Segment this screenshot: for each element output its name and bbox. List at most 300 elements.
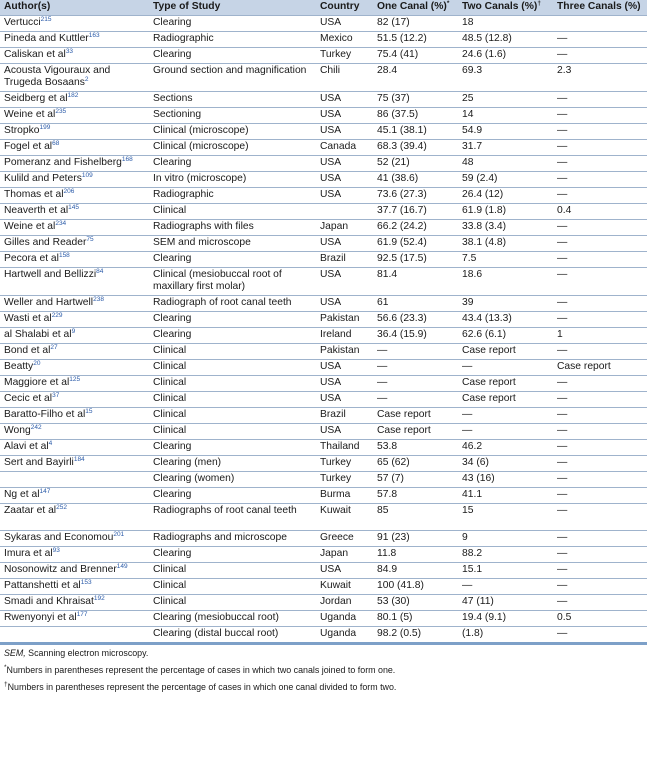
author-cell	[0, 627, 149, 643]
reference-number: 147	[39, 488, 51, 495]
three-canals-cell: 1	[553, 328, 647, 344]
one-canal-cell: 45.1 (38.1)	[373, 124, 458, 140]
two-canals-cell: Case report	[458, 344, 553, 360]
two-canals-cell: 62.6 (6.1)	[458, 328, 553, 344]
one-canal-cell: 53 (30)	[373, 595, 458, 611]
study-type-cell: Clinical	[149, 595, 316, 611]
study-type-cell: Clearing	[149, 252, 316, 268]
two-canals-header: Two Canals (%)†	[458, 0, 553, 16]
reference-number: 109	[81, 172, 93, 179]
author-cell: Maggiore et $al^{125}$	[0, 376, 149, 392]
reference-number: 75	[86, 236, 94, 243]
three-canals-cell: —	[553, 531, 647, 547]
country-cell: Turkey	[316, 456, 373, 472]
table-row	[0, 108, 647, 124]
author-cell: Hartwell and Bellizzi$^{84}$	[0, 268, 149, 296]
table-row	[0, 547, 647, 563]
table-row	[0, 92, 647, 108]
one-canal-cell: —	[373, 344, 458, 360]
country-cell: Thailand	[316, 440, 373, 456]
table-row	[0, 156, 647, 172]
country-cell: USA	[316, 424, 373, 440]
table-row	[0, 408, 647, 424]
country-cell: USA	[316, 92, 373, 108]
country-cell: Pakistan	[316, 344, 373, 360]
author-cell: Wong$^{242}$	[0, 424, 149, 440]
three-canals-cell: —	[553, 188, 647, 204]
three-canals-cell: —	[553, 579, 647, 595]
two-canals-cell: 31.7	[458, 140, 553, 156]
study-type-cell: Clearing	[149, 547, 316, 563]
one-canal-header: One Canal (%)*	[373, 0, 458, 16]
reference-number: 215	[40, 16, 52, 23]
header-row	[0, 0, 647, 16]
one-canal-cell: —	[373, 392, 458, 408]
country-cell: USA	[316, 156, 373, 172]
reference-number: 68	[52, 140, 60, 147]
author-cell: Beatty$^{20}$	[0, 360, 149, 376]
table-body	[0, 16, 647, 643]
study-type-cell: Clinical	[149, 376, 316, 392]
author-cell: Weine et $al^{235}$	[0, 108, 149, 124]
table-row	[0, 16, 647, 32]
three-canals-cell: —	[553, 92, 647, 108]
author-cell: Kulild and Peters$^{109}$	[0, 172, 149, 188]
author-cell: Cecic et $al^{37}$	[0, 392, 149, 408]
table-row	[0, 595, 647, 611]
author-cell	[0, 472, 149, 488]
reference-number: 229	[51, 312, 63, 319]
two-canals-cell: 43.4 (13.3)	[458, 312, 553, 328]
footnote-star: *Numbers in parentheses represent the percentage of cases in which two canals joined to form one.	[4, 664, 396, 675]
author-cell: Pattanshetti et $al^{153}$	[0, 579, 149, 595]
three-canals-cell: —	[553, 456, 647, 472]
reference-number: 199	[39, 124, 51, 131]
two-canals-cell: 38.1 (4.8)	[458, 236, 553, 252]
one-canal-cell: —	[373, 376, 458, 392]
author-cell: Caliskan et $al^{33}$	[0, 48, 149, 64]
table-row	[0, 188, 647, 204]
three-canals-cell: —	[553, 424, 647, 440]
study-type-cell: Clinical	[149, 204, 316, 220]
three-canals-cell: 0.4	[553, 204, 647, 220]
country-cell: Turkey	[316, 48, 373, 64]
author-cell: Weine et $al^{234}$	[0, 220, 149, 236]
study-type-cell: Radiograph of root canal teeth	[149, 296, 316, 312]
country-cell: Uganda	[316, 627, 373, 643]
one-canal-cell: 91 (23)	[373, 531, 458, 547]
author-cell: Gilles and Reader$^{75}$	[0, 236, 149, 252]
study-type-cell: Clinical	[149, 408, 316, 424]
one-canal-cell: 68.3 (39.4)	[373, 140, 458, 156]
study-type-cell: Radiographs with files	[149, 220, 316, 236]
reference-number: 15	[85, 408, 93, 415]
reference-number: 93	[52, 547, 60, 554]
two-canals-cell: (1.8)	[458, 627, 553, 643]
three-canals-cell: 0.5	[553, 611, 647, 627]
table-row	[0, 563, 647, 579]
author-cell: Weller and Hartwell$^{238}$	[0, 296, 149, 312]
reference-number: 163	[88, 32, 100, 39]
reference-number: 235	[55, 108, 67, 115]
reference-number: 206	[63, 188, 75, 195]
two-canals-cell: 24.6 (1.6)	[458, 48, 553, 64]
two-canals-cell: 46.2	[458, 440, 553, 456]
abbreviation-note: SEM, Scanning electron microscopy.	[4, 648, 149, 658]
three-canals-cell: —	[553, 220, 647, 236]
one-canal-cell: 61	[373, 296, 458, 312]
reference-number: 158	[58, 252, 70, 259]
reference-number: 125	[69, 376, 81, 383]
two-canals-cell: 18.6	[458, 268, 553, 296]
one-canal-cell: 57 (7)	[373, 472, 458, 488]
study-type-cell: Clearing	[149, 48, 316, 64]
author-cell: Ng et $al^{147}$	[0, 488, 149, 504]
author-cell: Acousta Vigouraux and Trugeda Bosaans$^2$	[0, 64, 149, 92]
table-row	[0, 252, 647, 268]
study-type-cell: Radiographs of root canal teeth	[149, 504, 316, 531]
one-canal-cell: 37.7 (16.7)	[373, 204, 458, 220]
three-canals-header: Three Canals (%)	[553, 0, 647, 16]
three-canals-cell: —	[553, 312, 647, 328]
one-canal-cell: 11.8	[373, 547, 458, 563]
study-type-cell: In vitro (microscope)	[149, 172, 316, 188]
two-canals-cell: 33.8 (3.4)	[458, 220, 553, 236]
country-header: Country	[316, 0, 373, 16]
study-type-cell: Clearing (men)	[149, 456, 316, 472]
two-canals-cell: 7.5	[458, 252, 553, 268]
study-type-cell: Clearing (women)	[149, 472, 316, 488]
reference-number: 177	[76, 611, 88, 618]
country-cell: USA	[316, 360, 373, 376]
one-canal-cell: 57.8	[373, 488, 458, 504]
study-type-cell: Radiographs and microscope	[149, 531, 316, 547]
table-row	[0, 220, 647, 236]
three-canals-cell: 2.3	[553, 64, 647, 92]
reference-number: 20	[33, 360, 41, 367]
two-canals-cell: 19.4 (9.1)	[458, 611, 553, 627]
table-row	[0, 424, 647, 440]
two-canals-cell: 25	[458, 92, 553, 108]
table-row	[0, 531, 647, 547]
country-cell: Canada	[316, 140, 373, 156]
reference-number: 33	[65, 48, 74, 55]
reference-number: 182	[67, 92, 79, 99]
three-canals-cell: —	[553, 140, 647, 156]
two-canals-cell: 61.9 (1.8)	[458, 204, 553, 220]
two-canals-cell: 48	[458, 156, 553, 172]
table-row	[0, 627, 647, 643]
study-type-cell: Clinical	[149, 579, 316, 595]
author-cell: Smadi and Khraisat$^{192}$	[0, 595, 149, 611]
one-canal-cell: —	[373, 360, 458, 376]
two-canals-cell: 15	[458, 504, 553, 531]
three-canals-cell: —	[553, 440, 647, 456]
author-cell: Zaatar et $al^{252}$	[0, 504, 149, 531]
reference-number: 234	[55, 220, 67, 227]
table-row	[0, 296, 647, 312]
two-canals-cell: Case report	[458, 392, 553, 408]
one-canal-cell: 82 (17)	[373, 16, 458, 32]
reference-number: 4	[48, 440, 53, 447]
author-cell: Bond et $al^{27}$	[0, 344, 149, 360]
two-canals-cell: Case report	[458, 376, 553, 392]
author-cell: Stropko$^{199}$	[0, 124, 149, 140]
table-row	[0, 440, 647, 456]
three-canals-cell: —	[553, 268, 647, 296]
author-cell: Fogel et $al^{68}$	[0, 140, 149, 156]
study-type-header: Type of Study	[149, 0, 316, 16]
three-canals-cell: —	[553, 236, 647, 252]
reference-number: 9	[71, 328, 76, 335]
two-canals-cell: 48.5 (12.8)	[458, 32, 553, 48]
table-footnotes	[0, 645, 647, 693]
country-cell: Turkey	[316, 472, 373, 488]
study-type-cell: Ground section and magnification	[149, 64, 316, 92]
table-row	[0, 172, 647, 188]
two-canals-cell: 88.2	[458, 547, 553, 563]
one-canal-cell: 92.5 (17.5)	[373, 252, 458, 268]
table-row	[0, 611, 647, 627]
country-cell: Japan	[316, 547, 373, 563]
author-cell: Nosonowitz and Brenner$^{149}$	[0, 563, 149, 579]
three-canals-cell: —	[553, 252, 647, 268]
two-canals-cell: 34 (6)	[458, 456, 553, 472]
table-row	[0, 32, 647, 48]
country-cell: USA	[316, 296, 373, 312]
study-type-cell: Sectioning	[149, 108, 316, 124]
table-row	[0, 48, 647, 64]
table-header	[0, 0, 647, 16]
country-cell: USA	[316, 376, 373, 392]
country-cell: USA	[316, 124, 373, 140]
three-canals-cell	[553, 16, 647, 32]
one-canal-cell: 80.1 (5)	[373, 611, 458, 627]
two-canals-cell: 69.3	[458, 64, 553, 92]
table-row	[0, 472, 647, 488]
author-cell: Thomas et $al^{206}$	[0, 188, 149, 204]
country-cell: Chili	[316, 64, 373, 92]
three-canals-cell: —	[553, 627, 647, 643]
three-canals-cell: —	[553, 563, 647, 579]
reference-number: 153	[80, 579, 92, 586]
three-canals-cell: —	[553, 124, 647, 140]
country-cell: USA	[316, 236, 373, 252]
table-row	[0, 392, 647, 408]
three-canals-cell: —	[553, 408, 647, 424]
two-canals-cell: —	[458, 579, 553, 595]
reference-number: 84	[96, 268, 104, 275]
study-type-cell: Clinical	[149, 424, 316, 440]
three-canals-cell: —	[553, 547, 647, 563]
study-type-cell: Clinical	[149, 360, 316, 376]
author-cell: Seidberg et $al^{182}$	[0, 92, 149, 108]
one-canal-cell: Case report	[373, 424, 458, 440]
table-row	[0, 456, 647, 472]
table-row	[0, 360, 647, 376]
author-cell: Sykaras and Economou$^{201}$	[0, 531, 149, 547]
reference-number: 242	[30, 424, 42, 431]
one-canal-cell: 56.6 (23.3)	[373, 312, 458, 328]
one-canal-cell: 75 (37)	[373, 92, 458, 108]
country-cell: Brazil	[316, 408, 373, 424]
author-cell: Wasti et $al^{229}$	[0, 312, 149, 328]
country-cell: USA	[316, 392, 373, 408]
footnote-dagger: †Numbers in parentheses represent the percentage of cases in which one canal divided to form two.	[4, 681, 397, 692]
one-canal-cell: 41 (38.6)	[373, 172, 458, 188]
one-canal-cell: 85	[373, 504, 458, 531]
table-row	[0, 488, 647, 504]
study-type-cell: Clearing	[149, 312, 316, 328]
study-type-cell: Clinical (microscope)	[149, 140, 316, 156]
author-cell: Neaverth et $al^{145}$	[0, 204, 149, 220]
author-cell: Imura et $al^{93}$	[0, 547, 149, 563]
two-canals-cell: —	[458, 424, 553, 440]
two-canals-cell: 54.9	[458, 124, 553, 140]
country-cell: USA	[316, 16, 373, 32]
one-canal-cell: 65 (62)	[373, 456, 458, 472]
study-type-cell: Clinical	[149, 344, 316, 360]
country-cell: Mexico	[316, 32, 373, 48]
study-type-cell: Clinical	[149, 563, 316, 579]
country-cell: Brazil	[316, 252, 373, 268]
one-canal-cell: 100 (41.8)	[373, 579, 458, 595]
reference-number: 184	[73, 456, 85, 463]
one-canal-cell: 61.9 (52.4)	[373, 236, 458, 252]
author-cell: Vertucci$^{215}$	[0, 16, 149, 32]
two-canals-cell: 43 (16)	[458, 472, 553, 488]
three-canals-cell: —	[553, 504, 647, 531]
reference-number: 168	[121, 156, 133, 163]
three-canals-cell: —	[553, 48, 647, 64]
three-canals-cell: —	[553, 344, 647, 360]
country-cell: Kuwait	[316, 579, 373, 595]
reference-number: 252	[56, 504, 67, 511]
two-canals-cell: 47 (11)	[458, 595, 553, 611]
study-type-cell: Radiographic	[149, 188, 316, 204]
country-cell: USA	[316, 172, 373, 188]
study-type-cell: Radiographic	[149, 32, 316, 48]
three-canals-cell: —	[553, 392, 647, 408]
study-type-cell: Clearing	[149, 156, 316, 172]
one-canal-cell: 81.4	[373, 268, 458, 296]
study-type-cell: Clinical (mesiobuccal root of maxillary first molar)	[149, 268, 316, 296]
three-canals-cell: —	[553, 376, 647, 392]
country-cell: USA	[316, 188, 373, 204]
reference-number: 37	[52, 392, 60, 399]
country-cell: USA	[316, 268, 373, 296]
table-row	[0, 376, 647, 392]
one-canal-cell: 51.5 (12.2)	[373, 32, 458, 48]
reference-number: 201	[113, 531, 125, 538]
three-canals-cell: —	[553, 472, 647, 488]
two-canals-cell: 9	[458, 531, 553, 547]
reference-number: 238	[93, 296, 104, 303]
country-cell: Burma	[316, 488, 373, 504]
study-type-cell: Clearing	[149, 488, 316, 504]
table-row	[0, 504, 647, 531]
study-type-cell: Sections	[149, 92, 316, 108]
study-type-cell: Clearing	[149, 440, 316, 456]
table-row	[0, 328, 647, 344]
study-type-cell: Clearing	[149, 328, 316, 344]
three-canals-cell: —	[553, 172, 647, 188]
one-canal-cell: 75.4 (41)	[373, 48, 458, 64]
two-canals-cell: 26.4 (12)	[458, 188, 553, 204]
country-cell: Jordan	[316, 595, 373, 611]
study-type-cell: Clearing (mesiobuccal root)	[149, 611, 316, 627]
country-cell: Ireland	[316, 328, 373, 344]
table-row	[0, 579, 647, 595]
country-cell: Kuwait	[316, 504, 373, 531]
table-row	[0, 204, 647, 220]
study-type-cell: Clinical	[149, 392, 316, 408]
three-canals-cell: —	[553, 488, 647, 504]
country-cell: USA	[316, 108, 373, 124]
author-cell: Baratto-Filho et $al^{15}$	[0, 408, 149, 424]
country-cell	[316, 204, 373, 220]
three-canals-cell: —	[553, 156, 647, 172]
three-canals-cell: —	[553, 595, 647, 611]
reference-number: 192	[93, 595, 105, 602]
one-canal-cell: 53.8	[373, 440, 458, 456]
three-canals-cell: —	[553, 32, 647, 48]
one-canal-cell: 66.2 (24.2)	[373, 220, 458, 236]
reference-number: 145	[68, 204, 79, 211]
three-canals-cell: Case report	[553, 360, 647, 376]
two-canals-cell: 14	[458, 108, 553, 124]
table-row	[0, 344, 647, 360]
reference-number: 27	[50, 344, 58, 351]
one-canal-cell: 36.4 (15.9)	[373, 328, 458, 344]
two-canals-cell: 59 (2.4)	[458, 172, 553, 188]
table-row	[0, 236, 647, 252]
one-canal-cell: 98.2 (0.5)	[373, 627, 458, 643]
two-canals-cell: 39	[458, 296, 553, 312]
country-cell: Pakistan	[316, 312, 373, 328]
study-type-cell: Clearing	[149, 16, 316, 32]
author-header: Author(s)	[0, 0, 149, 16]
table-row	[0, 268, 647, 296]
author-cell: Alavi et $al^4$	[0, 440, 149, 456]
one-canal-cell: 73.6 (27.3)	[373, 188, 458, 204]
table-row	[0, 64, 647, 92]
two-canals-cell: 18	[458, 16, 553, 32]
one-canal-cell: 52 (21)	[373, 156, 458, 172]
two-canals-cell: 15.1	[458, 563, 553, 579]
two-canals-cell: —	[458, 360, 553, 376]
one-canal-cell: 28.4	[373, 64, 458, 92]
one-canal-cell: 86 (37.5)	[373, 108, 458, 124]
study-type-cell: Clinical (microscope)	[149, 124, 316, 140]
author-cell: Pecora et $al^{158}$	[0, 252, 149, 268]
two-canals-cell: —	[458, 408, 553, 424]
table-row	[0, 312, 647, 328]
one-canal-cell: Case report	[373, 408, 458, 424]
country-cell: Uganda	[316, 611, 373, 627]
author-cell: al Shalabi et $al^9$	[0, 328, 149, 344]
author-cell: Pomeranz and Fishelberg$^{168}$	[0, 156, 149, 172]
three-canals-cell: —	[553, 296, 647, 312]
author-cell: Sert and Bayirli$^{184}$	[0, 456, 149, 472]
country-cell: Greece	[316, 531, 373, 547]
table-row	[0, 140, 647, 156]
three-canals-cell: —	[553, 108, 647, 124]
table-row	[0, 124, 647, 140]
author-cell: Rwenyonyi et $al^{177}$	[0, 611, 149, 627]
study-type-cell: SEM and microscope	[149, 236, 316, 252]
country-cell: USA	[316, 563, 373, 579]
